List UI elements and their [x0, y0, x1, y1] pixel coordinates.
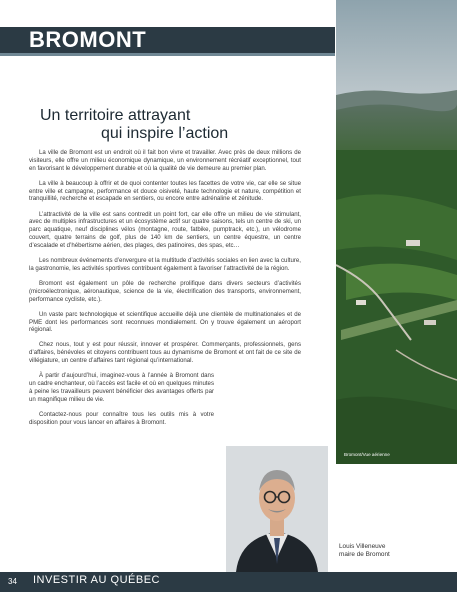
paragraph: Les nombreux événements d’envergure et la multitude d’activités sociales en lien avec la culture, la gastronomie, les activités sportives contribuent également à favoriser l’attractivité de la région. — [29, 256, 301, 272]
heading-line-1: Un territoire attrayant — [40, 107, 191, 124]
page-title: BROMONT — [29, 27, 147, 52]
mayor-portrait — [226, 446, 328, 572]
paragraph: Contactez-nous pour connaître tous les outils mis à votre disposition pour vous lancer en affaires à Bromont. — [29, 410, 214, 426]
mayor-name: Louis Villeneuve — [339, 543, 386, 550]
header-accent-line — [0, 53, 335, 56]
paragraph: La ville à beaucoup à offrir et de quoi contenter toutes les facettes de votre vie, car elle se situe entre ville et campagne, performance et douce oisiveté, haute technologie et nature, compétition et tranquillité, recherche et escapade en sentiers, ou encore entre adrénaline et zénitude. — [29, 179, 301, 203]
article-heading — [40, 107, 300, 143]
mayor-title: maire de Bromont — [339, 551, 390, 558]
heading-line-2: qui inspire l’action — [101, 125, 229, 142]
mayor-caption — [339, 543, 390, 559]
footer-title: INVESTIR AU QUÉBEC — [33, 574, 160, 586]
paragraph: Chez nous, tout y est pour réussir, innover et prospérer. Commerçants, professionnels, gens d’affaires, bénévoles et citoyens contribuent tous au dynamisme de Bromont et ont fait de ce site de villégiature, un centre d’affaires tant régional qu’international. — [29, 341, 301, 365]
paragraph: Un vaste parc technologique et scientifique accueille déjà une clientèle de multinationales et de PME dont les performances sont reconnues mondialement. On y trouve également un aéroport régional. — [29, 310, 301, 334]
photo-caption: Bromont/Vue aérienne — [344, 452, 390, 457]
paragraph: Bromont est également un pôle de recherche prolifique dans divers secteurs d’activités (microélectronique, aéronautique, science de la vie, électrification des transports, environnement, performance cycliste, etc.). — [29, 279, 301, 303]
page-number: 34 — [8, 577, 17, 586]
paragraph: L’attractivité de la ville est sans contredit un point fort, car elle offre un milieu de vie stimulant, avec de multiples infrastructures et un écosystème actif sur quatre saisons, tels un centre de ski, un parc aquatique, neuf disciplines vélos (montagne, route, fatbike, pumptrack, etc.), un vélodrome couvert, quatre terrains de golf, plus de 140 km de sentiers, un centre équestre, un centre d’escalade et d’hébertisme aérien, des plages, des patinoires, des spas, etc… — [29, 210, 301, 249]
paragraph: À partir d’aujourd’hui, imaginez-vous à l’année à Bromont dans un cadre enchanteur, où l’accès est facile et où en quelques minutes à peine les travailleurs peuvent bénéficier des avantages offerts par un magnifique milieu de vie. — [29, 372, 214, 403]
article-body — [29, 149, 301, 434]
paragraph: La ville de Bromont est un endroit où il fait bon vivre et travailler. Avec près de deux millions de visiteurs, elle offre un milieu économique dynamique, un environnement récréatif exceptionnel, tout en favorisant le développement durable et où la qualité de vie demeure au premier plan. — [29, 149, 301, 172]
aerial-photo — [336, 0, 457, 464]
